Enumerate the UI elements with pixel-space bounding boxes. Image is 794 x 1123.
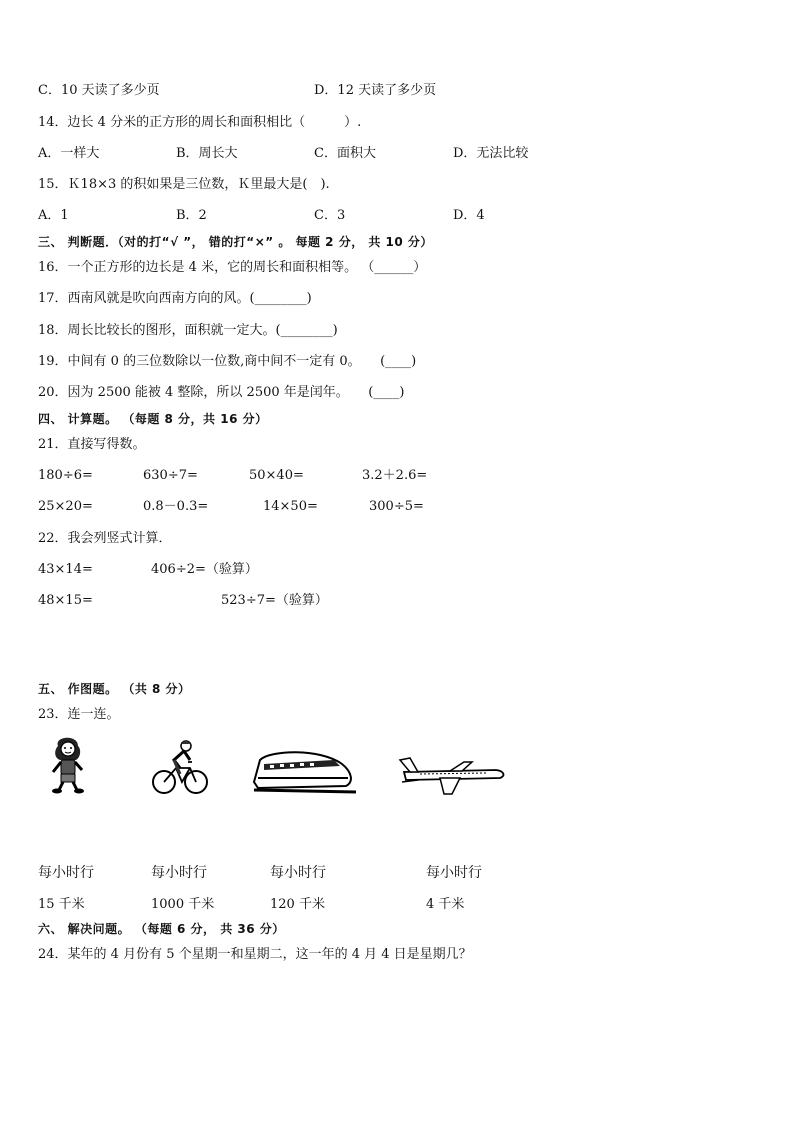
speed-label: 每小时行 bbox=[426, 865, 482, 881]
speed-value: 120 千米 bbox=[270, 897, 325, 912]
q22-item: 523÷7=（验算） bbox=[221, 593, 328, 608]
q14-stem: 14．边长 4 分米的正方形的周长和面积相比（ ）. bbox=[38, 115, 362, 130]
q21-item: 300÷5= bbox=[369, 499, 424, 514]
q14-option-c: C．面积大 bbox=[314, 146, 376, 161]
speed-value: 15 千米 bbox=[38, 897, 85, 912]
section-5-title: 五、 作图题。 （共 8 分） bbox=[38, 682, 191, 696]
q20-text: 20．因为 2500 能被 4 整除，所以 2500 年是闰年。 (____) bbox=[38, 385, 405, 400]
q15-option-c: C．3 bbox=[314, 208, 346, 223]
q23-stem: 23．连一连。 bbox=[38, 707, 120, 722]
q17-text: 17．西南风就是吹向西南方向的风。(________) bbox=[38, 291, 312, 306]
section-4-title: 四、 计算题。 （每题 8 分，共 16 分） bbox=[38, 412, 268, 426]
q21-item: 630÷7= bbox=[143, 468, 198, 483]
cyclist-icon bbox=[150, 738, 210, 796]
section-3-title: 三、 判断题．（对的打“√ ”， 错的打“×” 。 每题 2 分， 共 10 分） bbox=[38, 235, 433, 249]
q19-text: 19．中间有 0 的三位数除以一位数,商中间不一定有 0。 (____) bbox=[38, 354, 417, 369]
q15-option-b: B．2 bbox=[176, 208, 207, 223]
section-6-title: 六、 解决问题。 （每题 6 分， 共 36 分） bbox=[38, 922, 285, 936]
walking-girl-icon bbox=[44, 732, 92, 794]
speed-label: 每小时行 bbox=[270, 865, 326, 881]
q21-item: 0.8－0.3= bbox=[143, 499, 209, 514]
speed-label: 每小时行 bbox=[151, 865, 207, 881]
speed-value: 4 千米 bbox=[426, 897, 465, 912]
q15-option-d: D．4 bbox=[453, 208, 485, 223]
airplane-icon bbox=[396, 752, 508, 796]
q16-text: 16．一个正方形的边长是 4 米，它的周长和面积相等。 （______） bbox=[38, 260, 427, 275]
q15-stem: 15．Ｋ18×3 的积如果是三位数，Ｋ里最大是( ). bbox=[38, 177, 330, 192]
q18-text: 18．周长比较长的图形，面积就一定大。(________) bbox=[38, 323, 338, 338]
high-speed-train-icon bbox=[250, 742, 358, 794]
q21-item: 50×40= bbox=[249, 468, 304, 483]
q22-item: 48×15= bbox=[38, 593, 93, 608]
q13-option-c: C．10 天读了多少页 bbox=[38, 83, 160, 98]
q22-item: 406÷2=（验算） bbox=[151, 562, 258, 577]
q14-option-d: D．无法比较 bbox=[453, 146, 529, 161]
q21-item: 3.2＋2.6= bbox=[362, 468, 428, 483]
q15-option-a: A．1 bbox=[38, 208, 69, 223]
q21-item: 25×20= bbox=[38, 499, 93, 514]
speed-value: 1000 千米 bbox=[151, 897, 215, 912]
q22-stem: 22．我会列竖式计算． bbox=[38, 531, 172, 546]
q21-stem: 21．直接写得数。 bbox=[38, 437, 146, 452]
q24-text: 24．某年的 4 月份有 5 个星期一和星期二，这一年的 4 月 4 日是星期几？ bbox=[38, 947, 472, 962]
q14-option-b: B．周长大 bbox=[176, 146, 238, 161]
q21-item: 180÷6= bbox=[38, 468, 93, 483]
q13-option-d: D．12 天读了多少页 bbox=[314, 83, 437, 98]
speed-label: 每小时行 bbox=[38, 865, 94, 881]
q22-item: 43×14= bbox=[38, 562, 93, 577]
q21-item: 14×50= bbox=[263, 499, 318, 514]
q14-option-a: A．一样大 bbox=[38, 146, 100, 161]
